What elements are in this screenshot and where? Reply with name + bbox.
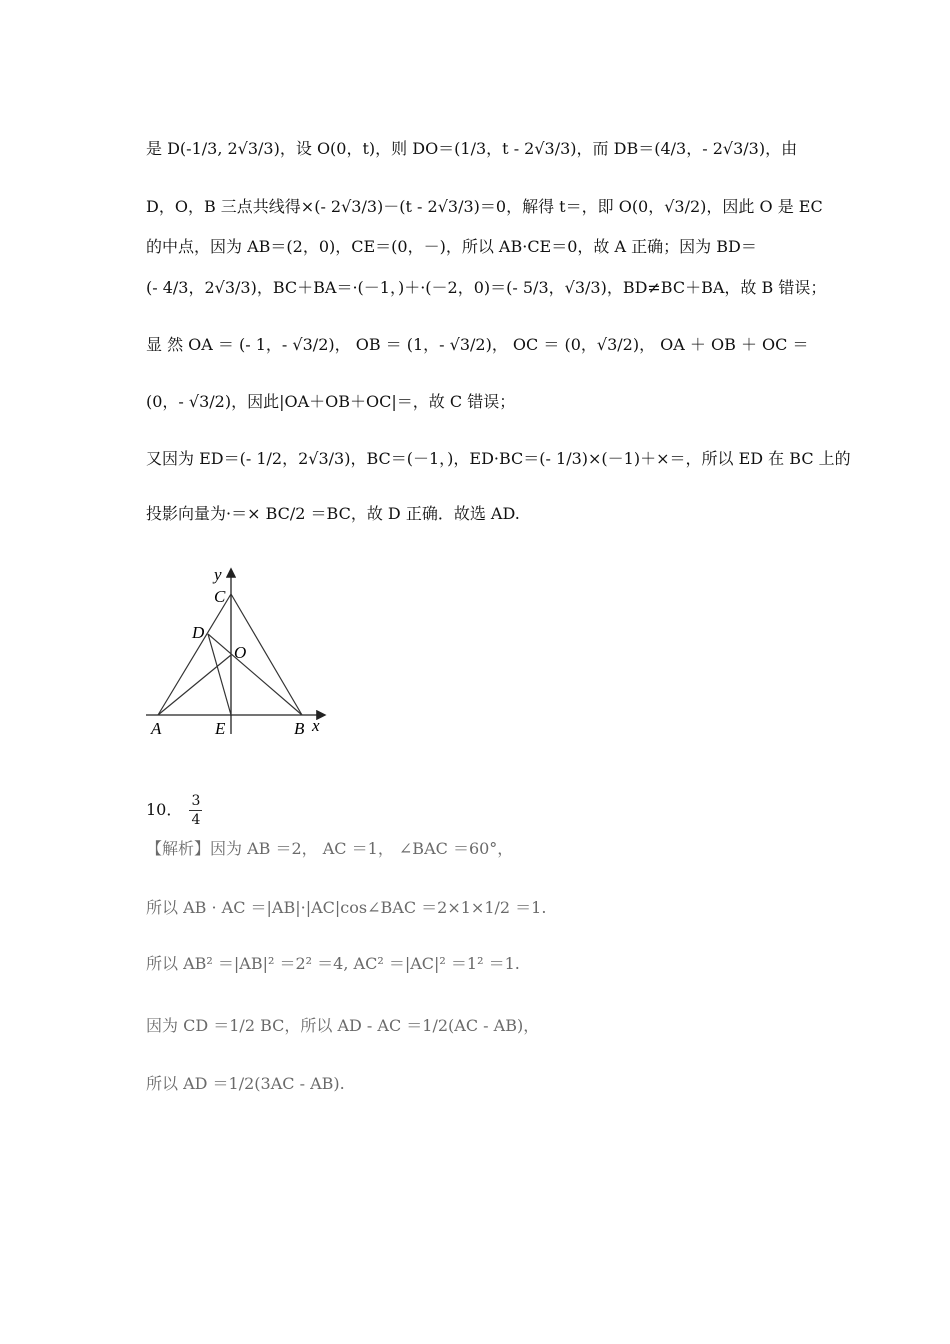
solution-line-6: (0，- √3/2)，因此|OA＋OB＋OC|＝，故 C 错误；: [146, 392, 516, 411]
label-a: A: [151, 719, 162, 738]
solution-line-1: 是 D(-1/3, 2√3/3)，设 O(0，t)，则 DO＝(1/3，t - 2√3/3)，而 DB＝(4/3，- 2√3/3)，由: [146, 139, 798, 158]
solution-line-3: 的中点，因为 AB＝(2，0)，CE＝(0，－)，所以 AB·CE＝0，故 A 正确；因为 BD＝: [146, 237, 757, 256]
segment-de: [208, 634, 231, 715]
solution-line-2: D，O，B 三点共线得×(- 2√3/3)－(t - 2√3/3)＝0，解得 t＝，即 O(0，√3/2)，因此 O 是 EC: [146, 197, 823, 216]
label-e: E: [215, 719, 226, 738]
solution-line-7: 又因为 ED＝(- 1/2，2√3/3)，BC＝(－1，)，ED·BC＝(- 1/3)×(－1)＋×＝，所以 ED 在 BC 上的: [146, 449, 851, 468]
solution-line-5: 显 然 OA ＝ (- 1，- √3/2)， OB ＝ (1，- √3/2)， OC ＝ (0，√3/2)， OA ＋ OB ＋ OC ＝: [146, 335, 809, 354]
question-10-header: [146, 792, 204, 829]
side-ac: [158, 594, 231, 715]
analysis-line-3: 所以 AB² ＝|AB|² ＝2² ＝4, AC² ＝|AC|² ＝1² ＝1.: [146, 954, 520, 973]
analysis-line-1: 【解析】因为 AB ＝2， AC ＝1， ∠BAC ＝60°，: [146, 839, 514, 858]
geometry-figure: [146, 562, 336, 746]
answer-fraction: [189, 792, 202, 829]
label-y: y: [214, 565, 222, 584]
label-c: C: [214, 587, 226, 606]
segment-bd: [208, 634, 302, 715]
solution-line-4: (- 4/3，2√3/3)，BC＋BA＝·(－1，)＋·(－2，0)＝(- 5/3，√3/3)，BD≠BC＋BA，故 B 错误；: [146, 278, 827, 297]
triangle-diagram: [146, 562, 336, 742]
segment-ao: [158, 655, 231, 715]
answer-numerator: 3: [191, 793, 201, 809]
label-b: B: [294, 719, 305, 738]
answer-denominator: 4: [191, 812, 201, 828]
solution-line-8: 投影向量为·＝× BC/2 ＝BC，故 D 正确．故选 AD.: [146, 504, 520, 523]
analysis-line-5: 所以 AD ＝1/2(3AC - AB).: [146, 1074, 345, 1093]
label-o: O: [234, 643, 247, 662]
question-number: 10．: [146, 800, 183, 819]
label-x: x: [312, 716, 320, 735]
analysis-line-4: 因为 CD ＝1/2 BC，所以 AD - AC ＝1/2(AC - AB)，: [146, 1016, 540, 1035]
analysis-line-2: 所以 AB · AC ＝|AB|·|AC|cos∠BAC ＝2×1×1/2 ＝1.: [146, 898, 547, 917]
label-d: D: [192, 623, 205, 642]
